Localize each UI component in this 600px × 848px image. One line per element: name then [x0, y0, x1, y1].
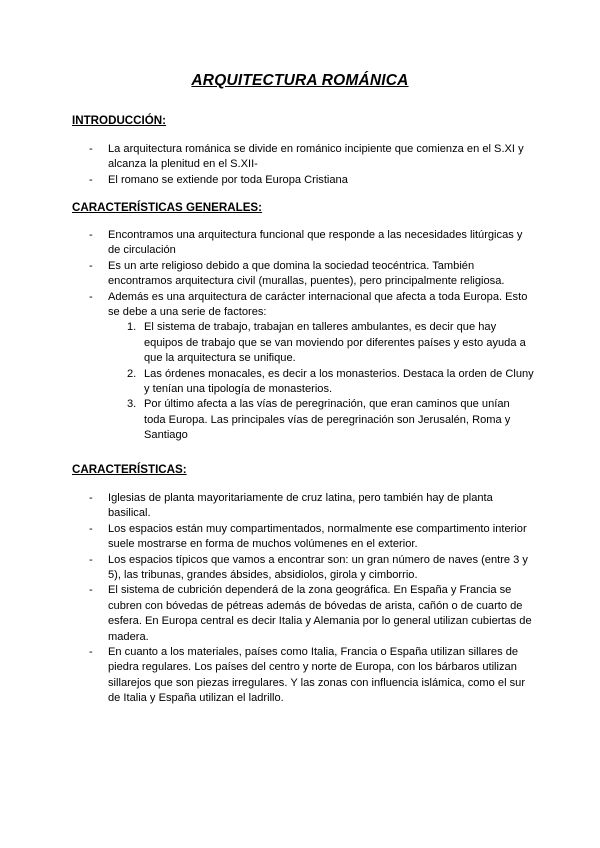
- list-item-text: Iglesias de planta mayoritariamente de cruz latina, pero también hay de planta basilical.: [108, 492, 493, 520]
- bullet-dash: -: [89, 229, 93, 241]
- list-item: [72, 259, 534, 290]
- factors-list: [108, 320, 534, 443]
- list-caracteristicas: [72, 491, 534, 707]
- bullet-dash: -: [89, 259, 93, 272]
- bullet-dash: -: [89, 290, 93, 303]
- list-item: [72, 142, 534, 173]
- bullet-dash: -: [89, 522, 93, 535]
- heading-caracteristicas: CARACTERÍSTICAS:: [72, 463, 187, 476]
- list-item: [72, 228, 534, 259]
- list-item-text: Los espacios típicos que vamos a encontrar son: un gran número de naves (entre 3 y 5), las tribunas, grandes ábsides, absidiolos, girola y cimborrio.: [108, 553, 528, 582]
- list-item: [72, 173, 534, 188]
- factor-number: 2.: [127, 367, 137, 380]
- bullet-dash: -: [89, 646, 93, 659]
- list-item-text: Los espacios están muy compartimentados, normalmente ese compartimento interior suele mostrarse en forma de muchos volúmenes en el exterior.: [108, 522, 527, 551]
- list-item: [72, 645, 534, 707]
- list-item: [72, 522, 534, 553]
- bullet-dash: -: [89, 584, 93, 597]
- list-item-text: Es un arte religioso debido a que domina la sociedad teocéntrica. También encontramos arquitectura civil (murallas, puentes), pero principalmente religiosa.: [108, 259, 505, 288]
- factor-item: [108, 397, 534, 443]
- factor-text: Por último afecta a las vías de peregrinación, que eran caminos que unían toda Europa. Las principales vías de peregrinación son Jerusalén, Roma y Santiago: [144, 398, 511, 442]
- factor-text: Las órdenes monacales, es decir a los monasterios. Destaca la orden de Cluny y tenían una tipología de monasterios.: [144, 367, 534, 396]
- list-item-text: El romano se extiende por toda Europa Cristiana: [108, 173, 348, 186]
- bullet-dash: -: [89, 553, 93, 566]
- list-item: [72, 553, 534, 584]
- factor-number: 1.: [127, 321, 137, 334]
- list-item: [72, 491, 534, 522]
- list-introduccion: [72, 142, 534, 188]
- bullet-dash: -: [89, 492, 93, 504]
- list-item-text: La arquitectura románica se divide en románico incipiente que comienza en el S.XI y alcanza la plenitud en el S.XII-: [108, 143, 524, 171]
- factor-item: [108, 367, 534, 398]
- list-item: [72, 290, 534, 444]
- bullet-dash: -: [89, 143, 93, 155]
- list-caracteristicas-generales: [72, 228, 534, 444]
- list-item-text: En cuanto a los materiales, países como Italia, Francia o España utilizan sillares de piedra regulares. Los países del centro y norte de Europa, con los bárbaros utilizan sillarejos que son piezas irregulares. Y las zonas con influencia islámica, como el sur de Italia y España utilizan el ladrillo.: [108, 646, 526, 705]
- list-item-text: El sistema de cubrición dependerá de la zona geográfica. En España y Francia se cubren con bóvedas de pétreas además de bóvedas de arista, cañón o de cuarto de esfera. En Europa central es decir Italia y Alemania por lo general utilizan cubiertas de madera.: [108, 584, 532, 643]
- list-item-text: Además es una arquitectura de carácter internacional que afecta a toda Europa. Esto se debe a una serie de factores:: [108, 290, 528, 319]
- list-item: [72, 583, 534, 645]
- bullet-dash: -: [89, 173, 93, 186]
- factor-text: El sistema de trabajo, trabajan en talleres ambulantes, es decir que hay equipos de trabajo que se van moviendo por diferentes países y esto ayuda a que la arquitectura se unifique.: [144, 321, 526, 365]
- list-item-text: Encontramos una arquitectura funcional que responde a las necesidades litúrgicas y de circulación: [108, 229, 523, 257]
- heading-introduccion: INTRODUCCIÓN:: [72, 114, 167, 127]
- document-title: ARQUITECTURA ROMÁNICA: [191, 72, 409, 89]
- factor-number: 3.: [127, 398, 137, 411]
- factor-item: [108, 320, 534, 366]
- heading-caracteristicas-generales: CARACTERÍSTICAS GENERALES:: [72, 201, 263, 214]
